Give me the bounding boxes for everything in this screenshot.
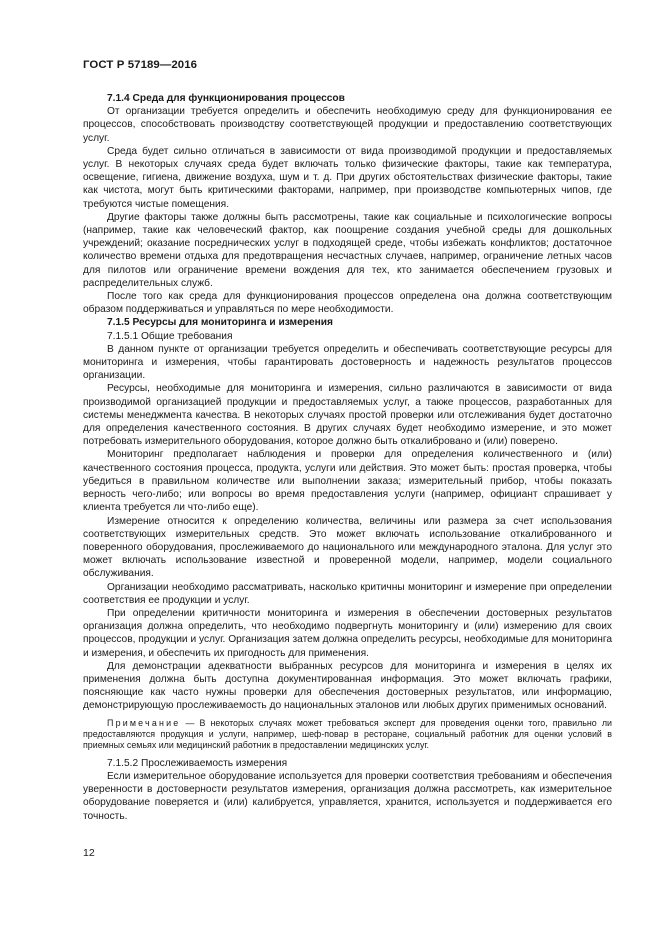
paragraph: Мониторинг предполагает наблюдения и проверки для определения количественного и (или) качественного состояния процесса, продукта, услуги или действия. Это может быть: простая проверка, чтобы убедиться в правильном количестве или выполнении заказа; измерительный прибор, чтобы показать верность чего-либо; или вопросы во время предоставления услуги (например, официант спрашивает у клиента требуется ли что-либо еще).: [83, 449, 612, 514]
note-text: — В некоторых случаях может требоваться эксперт для проведения оценки того, правильно ли предоставляются продукция и услуги, например, шеф-повар в ресторане, социальный работник для оценки условий в приемных семьях или медицинский работник в предоставлении медицинских услуг.: [83, 717, 612, 751]
paragraph: Ресурсы, необходимые для мониторинга и измерения, сильно различаются в зависимости от вида производимой организацией продукции и предоставляемых услуг, а также процессов, разработанных для системы менеджмента качества. В некоторых случаях простой проверки или отслеживания будет достаточно для определения качественного состояния. В других случаях будет необходимо измерение, и это может потребовать измерительного оборудования, которое должно быть откалибровано и (или) поверено.: [83, 383, 612, 448]
paragraph: От организации требуется определить и обеспечить необходимую среду для функционирования ее процессов, способствовать производству соответствующей продукции и предоставлению соответствующих услуг.: [83, 106, 612, 144]
paragraph: Если измерительное оборудование используется для проверки соответствия требованиям и обеспечения уверенности в достоверности результатов измерения, организация должна рассмотреть, как измерительное оборудование поверяется и (или) калибруется, управляется, хранится, используется и поддерживается его точность.: [83, 770, 612, 822]
paragraph: В данном пункте от организации требуется определить и обеспечивать соответствующие ресурсы для мониторинга и измерения, чтобы гарантировать достоверность и надежность результатов процессов организации.: [83, 343, 612, 382]
paragraph: При определении критичности мониторинга и измерения в обеспечении достоверных результатов организация должна определить, что необходимо подвергнуть мониторингу и (или) измерению для своих процессов, продукции и услуг. Организация затем должна определить ресурсы, необходимые для мониторинга и измерения, и обеспечить их пригодность для применения.: [83, 607, 612, 659]
subsection-heading: 7.1.5.1 Общие требования: [107, 330, 233, 342]
page-number: 12: [83, 847, 95, 859]
paragraph: Для демонстрации адекватности выбранных ресурсов для мониторинга и измерения в целях их применения должна быть доступна документированная информация. Это может включать графики, поясняющие как часто нужны проверки для обеспечения достоверных результатов, или информацию, демонстрирующую прослеживаемость до национальных эталонов или любых других применимых оснований.: [83, 660, 612, 712]
paragraph: После того как среда для функционирования процессов определена она должна соответствующим образом поддерживаться и управляться по мере необходимости.: [83, 291, 612, 316]
note-label: Примечание: [107, 717, 181, 728]
paragraph: Измерение относится к определению количества, величины или размера за счет использования соответствующих измерительных средств. Это может включать использование откалиброванного и поверенного оборудования, прослеживаемого до национального или международного эталона. Для услуг это может включать использование известной и проверенной модели, например, модели социального обслуживания.: [83, 515, 612, 580]
subsection-heading: 7.1.5.2 Прослеживаемость измерения: [107, 757, 288, 769]
section-heading: 7.1.4 Среда для функционирования процессов: [107, 93, 345, 104]
paragraph: Другие факторы также должны быть рассмотрены, такие как социальные и психологические вопросы (например, такие как человеческий фактор, как поощрение создания учебной среды для дошкольных учреждений; оказание посреднических услуг в подходящей среде, чтобы избежать конфликтов; достаточное количество времени отдыха для предотвращения несчастных случаев, например, ограничение летных часов для пилотов или ограничение времени вождения для тех, кто занимается обеспечением грузовых и распределительных служб.: [83, 211, 612, 289]
section-heading: 7.1.5 Ресурсы для мониторинга и измерения: [107, 317, 334, 329]
paragraph: Организации необходимо рассматривать, насколько критичны мониторинг и измерение при определении соответствия ее продукции и услуг.: [83, 581, 612, 606]
paragraph: Среда будет сильно отличаться в зависимости от вида производимой продукции и предоставляемых услуг. В некоторых случаях среда будет включать только физические факторы, такие как температура, освещение, гигиена, движение воздуха, шум и т. д. При других обстоятельствах физические факторы, такие как чистота, могут быть критическими факторами, например, при производстве компьютерных чипов, где требуются чистые помещения.: [83, 145, 612, 210]
document-header: ГОСТ Р 57189—2016: [83, 59, 198, 71]
document-body: [83, 92, 612, 823]
note: [83, 718, 612, 752]
